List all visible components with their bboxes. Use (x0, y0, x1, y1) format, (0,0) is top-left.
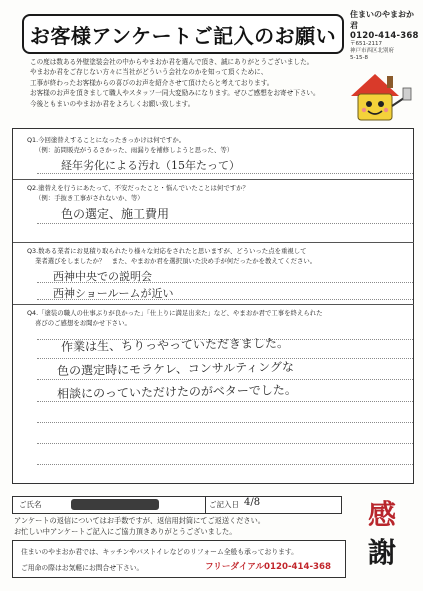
q4-answer-line: 色の選定時にモラケレ、コンサルティングな (56, 359, 295, 378)
answer-rule (37, 282, 413, 283)
date-value: 4/8 (244, 497, 261, 508)
section-divider (13, 242, 414, 243)
note-line: アンケートの返信についてはお手数ですが、返信用封筒にてご返送ください。 (14, 516, 265, 525)
q4-answer-line: 作業は生、ちりっやっていただきました。 (60, 336, 290, 354)
section-divider (13, 304, 414, 305)
q1-sub: （例：訪問販売がうるさかった、雨漏りを補修しようと思った、等） (35, 146, 234, 154)
answer-rule (37, 401, 413, 402)
intro-line: やまおか君をご存じない方々に当社がどういう会社なのかを知って頂くために、 (30, 68, 268, 77)
answer-rule (37, 422, 413, 423)
company-name: 住まいのやまおか君 (350, 10, 414, 30)
q2-sub: （例：手抜き工事がされないか、等） (35, 194, 144, 202)
answer-rule (37, 299, 413, 300)
date-label: ご記入日 (209, 500, 239, 509)
return-notes (14, 515, 265, 537)
q4-label-cont: 喜びのご感想をお聞かせ下さい。 (35, 319, 131, 327)
intro-line: 工事が終わったお客様からの喜びのお声を紹介させて頂けたらと考えております。 (30, 78, 274, 87)
q3-label-cont: 業者選びをしましたか？ また、やまおか君を選択頂いた決め手が何だったかを教えてください。 (35, 257, 317, 265)
thanks-char-1: 感 (367, 498, 396, 531)
q2-label: Q2.塗替えを行うにあたって、不安だったこと・悩んでいたことは何ですか？ (27, 184, 249, 192)
questions-box (12, 128, 414, 484)
q1-label: Q1.今回塗替えすることになったきっかけは何ですか。 (27, 136, 186, 144)
company-postal: 〒651-2117 (350, 41, 382, 47)
q2-answer: 色の選定、施工費用 (61, 207, 170, 221)
answer-rule (37, 379, 413, 380)
company-block (350, 9, 420, 62)
name-redaction (71, 499, 159, 510)
company-address-2: 5-15-8 (350, 55, 368, 61)
freedial-number: フリーダイアル0120-414-368 (205, 562, 331, 572)
intro-line: この度は数ある外壁塗装会社の中からやまおか君を選んで頂き、誠にありがとうございました。 (30, 58, 314, 66)
intro-text (30, 57, 330, 109)
q3-answer-line: 西神中央での説明会 (53, 270, 152, 283)
house-mascot-icon (345, 66, 413, 126)
footer-box (12, 540, 346, 578)
note-line: お忙しい中アンケートご記入にご協力頂きありがとうございました。 (14, 527, 237, 536)
thanks-calligraphy (352, 496, 412, 572)
page-title: お客様アンケートご記入のお願い (29, 23, 337, 48)
q1-answer: 経年劣化による汚れ（15年たって） (61, 159, 240, 172)
section-divider (13, 179, 414, 180)
q4-answer-line: 相談にのっていただけたのがベターでした。 (56, 382, 297, 401)
answer-rule (37, 223, 413, 224)
q3-label: Q3.数ある業者にお見積り取られたり様々な対応をされたと思いますが、どういった点を重視して (27, 247, 307, 255)
name-label: ご氏名 (19, 500, 42, 509)
row-separator (205, 497, 206, 513)
intro-line: お客様のお声を頂きまして職人やスタッフ一同大変励みになります。ぜひご感想をお寄せ下さい。 (30, 89, 320, 98)
footer-line-2: ご用命の際はお気軽にお問合せ下さい。 (21, 564, 144, 572)
name-date-row (12, 496, 342, 514)
title-box (22, 14, 344, 54)
company-phone: 0120-414-368 (350, 31, 419, 41)
q3-answer-line: 西神ショールームが近い (53, 287, 174, 300)
answer-rule (37, 173, 413, 174)
thanks-char-2: 謝 (367, 536, 396, 569)
intro-line: 今後ともまいのやまおか君をよろしくお願い致します。 (30, 99, 195, 108)
answer-rule (37, 443, 413, 444)
company-address-1: 神戸市西区北別府 (350, 48, 395, 54)
answer-rule (37, 464, 413, 465)
footer-line-1: 住まいのやまおか君では、キッチンやバストイレなどのリフォーム全般も承っております。 (21, 548, 298, 556)
q4-label: Q4.「塗装の職人の仕事ぶりが良かった」「仕上りに満足出来た」など、やまおか君で工事を終えられた (27, 309, 323, 317)
